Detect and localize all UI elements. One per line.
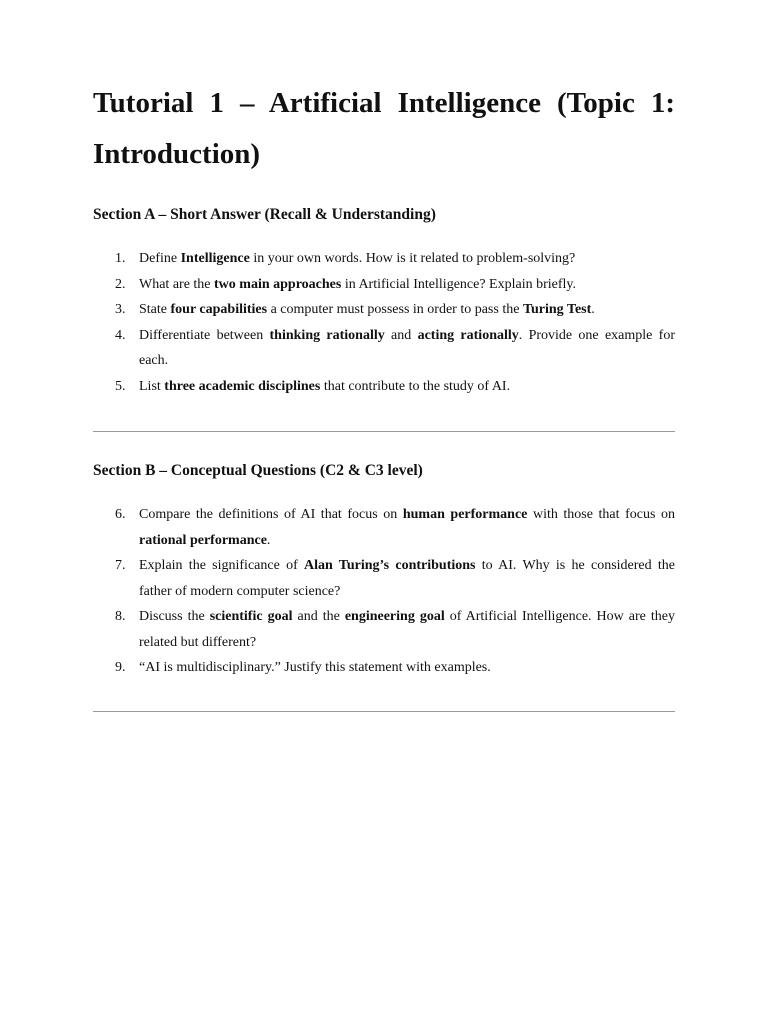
- question-text-segment: “AI is multidisciplinary.” Justify this statement with examples.: [139, 660, 491, 675]
- question-item: [93, 374, 675, 400]
- question-text-segment: Discuss the: [139, 609, 210, 624]
- section-a-question-list: [93, 246, 675, 399]
- question-text-segment: What are the: [139, 276, 215, 292]
- section-divider: [93, 711, 675, 712]
- question-item: [93, 553, 675, 604]
- question-key-term: engineering goal: [344, 609, 445, 624]
- question-text-segment: that contribute to the study of AI.: [320, 378, 511, 394]
- question-key-term: thinking rationally: [269, 327, 385, 343]
- question-text-segment: . Provide one example for each.: [139, 327, 675, 368]
- question-key-term: rational performance: [139, 532, 267, 548]
- question-text: [139, 251, 575, 266]
- question-text: [139, 328, 675, 369]
- question-text-segment: Define: [139, 251, 181, 266]
- question-number: 1.: [115, 251, 126, 266]
- document-title: Tutorial 1 – Artificial Intelligence (Topic 1: Introduction): [93, 87, 675, 170]
- section-a-heading: Section A – Short Answer (Recall & Understanding): [93, 206, 436, 223]
- question-text: [139, 609, 675, 650]
- question-text-segment: Differentiate between: [139, 327, 270, 343]
- question-text: [139, 507, 675, 548]
- question-text-segment: in your own words. How is it related to problem-solving?: [249, 251, 576, 266]
- question-text: [139, 660, 491, 675]
- question-number: 8.: [115, 609, 126, 624]
- question-key-term: Turing Test: [522, 302, 592, 317]
- question-text-segment: .: [266, 532, 271, 548]
- question-text-segment: of Artificial Intelligence. How are they related but different?: [139, 609, 675, 650]
- question-number: 7.: [115, 558, 126, 573]
- question-text-segment: List: [139, 378, 165, 394]
- question-item: [93, 502, 675, 553]
- section-b-question-list: [93, 502, 675, 681]
- question-key-term: scientific goal: [209, 609, 293, 624]
- question-text-segment: in Artificial Intelligence? Explain briefly.: [341, 276, 576, 292]
- question-text-segment: to AI. Why is he considered the father of modern computer science?: [139, 558, 675, 599]
- section-divider: [93, 431, 675, 432]
- question-text-segment: Explain the significance of: [139, 558, 304, 573]
- question-key-term: Alan Turing’s contributions: [304, 558, 476, 573]
- question-number: 5.: [115, 378, 126, 394]
- question-item: [93, 323, 675, 374]
- question-number: 9.: [115, 660, 126, 675]
- question-item: [93, 297, 675, 323]
- question-number: 6.: [115, 507, 126, 522]
- question-text: [139, 379, 510, 394]
- question-text-segment: Compare the definitions of AI that focus on: [139, 507, 403, 522]
- section-b-heading: Section B – Conceptual Questions (C2 & C3 level): [93, 462, 423, 479]
- question-text-segment: and: [384, 327, 418, 343]
- question-text-segment: and the: [292, 609, 345, 624]
- question-text: [139, 302, 595, 317]
- question-key-term: four capabilities: [170, 302, 268, 317]
- question-key-term: Intelligence: [180, 251, 250, 266]
- question-item: [93, 655, 675, 681]
- question-text-segment: a computer must possess in order to pass the: [267, 302, 523, 317]
- question-item: [93, 604, 675, 655]
- question-key-term: two main approaches: [214, 276, 342, 292]
- question-number: 3.: [115, 302, 126, 317]
- question-key-term: three academic disciplines: [164, 378, 321, 394]
- question-text-segment: .: [591, 302, 595, 317]
- question-text: [139, 558, 675, 599]
- question-text-segment: with those that focus on: [527, 507, 675, 522]
- question-number: 4.: [115, 327, 126, 343]
- question-text-segment: State: [139, 302, 171, 317]
- question-key-term: human performance: [402, 507, 528, 522]
- question-text: [139, 277, 576, 292]
- question-number: 2.: [115, 276, 126, 292]
- question-item: [93, 272, 675, 298]
- question-item: [93, 246, 675, 272]
- question-key-term: acting rationally: [417, 327, 519, 343]
